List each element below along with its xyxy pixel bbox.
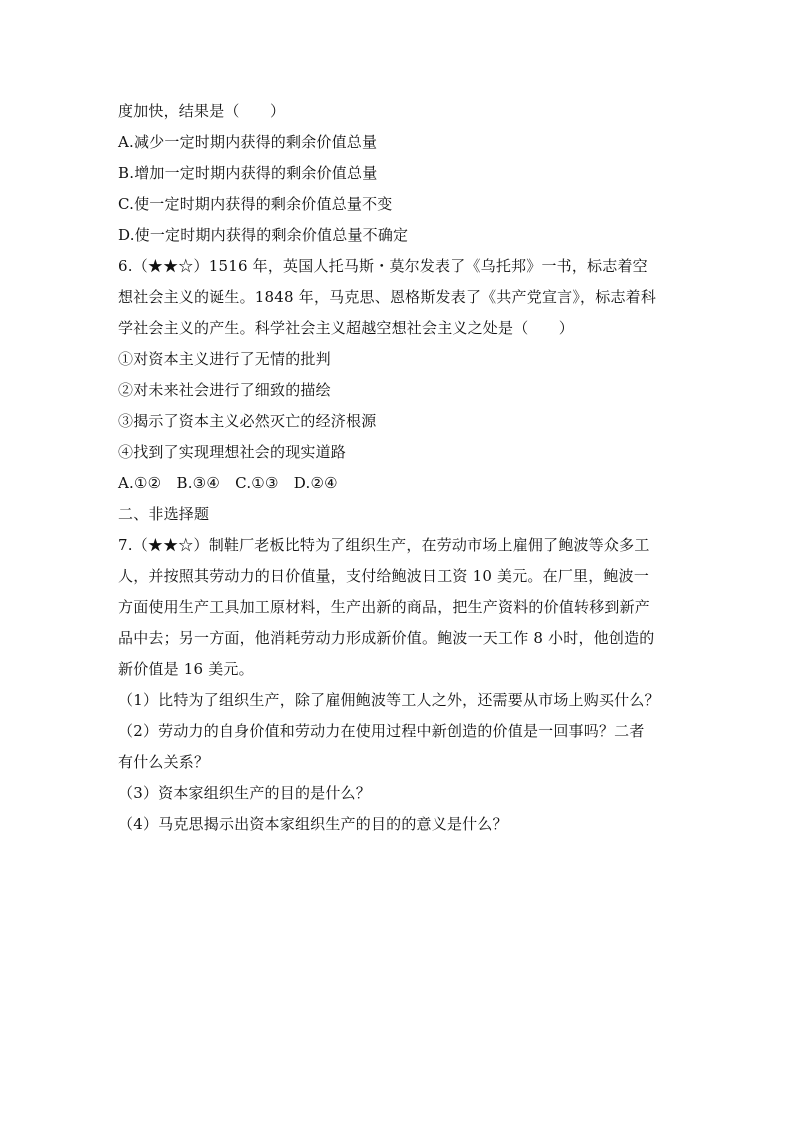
q7-stem-line-3: 方面使用生产工具加工原材料，生产出新的商品，把生产资料的价值转移到新产 xyxy=(118,598,651,616)
q7-sub-question-2-line-1: （2）劳动力的自身价值和劳动力在使用过程中新创造的价值是一回事吗？二者 xyxy=(118,722,645,740)
q5-option-b: B.增加一定时期内获得的剩余价值总量 xyxy=(118,164,378,182)
q5-stem-tail: 度加快，结果是（ ） xyxy=(118,102,286,120)
document-page xyxy=(118,96,678,840)
q6-choices: A.①② B.③④ C.①③ D.②④ xyxy=(118,474,338,492)
q6-item-3: ③揭示了资本主义必然灭亡的经济根源 xyxy=(118,412,377,430)
q7-sub-question-3: （3）资本家组织生产的目的是什么？ xyxy=(118,784,371,802)
q6-item-1: ①对资本主义进行了无情的批判 xyxy=(118,350,331,368)
q7-stem-line-2: 人，并按照其劳动力的日价值量，支付给鲍波日工资 10 美元。在厂里，鲍波一 xyxy=(118,567,650,585)
q6-stem-line-1: 6.（★★☆）1516 年，英国人托马斯・莫尔发表了《乌托邦》一书，标志着空 xyxy=(118,257,648,275)
section-title-non-choice: 二、非选择题 xyxy=(118,505,210,523)
q6-item-2: ②对未来社会进行了细致的描绘 xyxy=(118,381,331,399)
q7-sub-question-4: （4）马克思揭示出资本家组织生产的目的的意义是什么？ xyxy=(118,815,508,833)
q7-sub-question-2-line-2: 有什么关系？ xyxy=(118,753,210,771)
q7-stem-line-5: 新价值是 16 美元。 xyxy=(118,660,254,678)
q7-stem-line-1: 7.（★★☆）制鞋厂老板比特为了组织生产，在劳动市场上雇佣了鲍波等众多工 xyxy=(118,536,650,554)
q6-item-4: ④找到了实现理想社会的现实道路 xyxy=(118,443,347,461)
q5-option-d: D.使一定时期内获得的剩余价值总量不确定 xyxy=(118,226,409,244)
q7-sub-question-1: （1）比特为了组织生产，除了雇佣鲍波等工人之外，还需要从市场上购买什么？ xyxy=(118,691,660,709)
q5-option-c: C.使一定时期内获得的剩余价值总量不变 xyxy=(118,195,393,213)
q6-stem-line-2: 想社会主义的诞生。1848 年，马克思、恩格斯发表了《共产党宣言》，标志着科 xyxy=(118,288,657,306)
q7-stem-line-4: 品中去；另一方面，他消耗劳动力形成新价值。鲍波一天工作 8 小时，他创造的 xyxy=(118,629,655,647)
q5-option-a: A.减少一定时期内获得的剩余价值总量 xyxy=(118,133,378,151)
q6-stem-line-3: 学社会主义的产生。科学社会主义超越空想社会主义之处是（ ） xyxy=(118,319,575,337)
